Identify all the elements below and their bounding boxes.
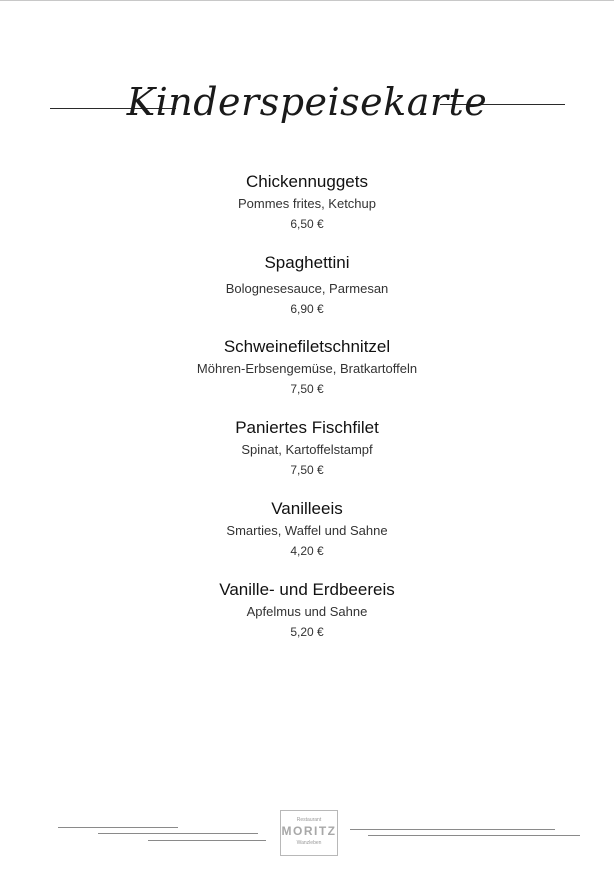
menu-item	[0, 335, 614, 416]
menu-item	[0, 497, 614, 578]
menu-item-price: 7,50 €	[290, 463, 324, 477]
footer-line	[148, 840, 266, 841]
menu-list	[0, 170, 614, 659]
logo-bottom-text: Wanzleben	[296, 840, 322, 846]
menu-item-name: Vanilleeis	[271, 499, 343, 518]
menu-item-name: Chickennuggets	[246, 172, 368, 191]
top-border	[0, 0, 614, 1]
menu-item	[0, 416, 614, 497]
footer-line	[368, 835, 580, 836]
menu-item-description: Apfelmus und Sahne	[246, 604, 368, 619]
logo-top-text: Restaurant	[296, 817, 322, 823]
menu-item-description: Pommes frites, Ketchup	[238, 196, 376, 211]
menu-item	[0, 251, 614, 335]
footer-line	[350, 829, 555, 830]
menu-item-description: Smarties, Waffel und Sahne	[226, 523, 388, 538]
restaurant-logo	[280, 810, 338, 856]
menu-item-price: 7,50 €	[290, 382, 324, 396]
footer-line	[98, 833, 258, 834]
menu-item	[0, 170, 614, 251]
page-title: Kinderspeisekarte	[126, 80, 488, 124]
logo-name: MORITZ	[281, 824, 337, 838]
menu-item-name: Paniertes Fischfilet	[235, 418, 379, 437]
menu-item-price: 4,20 €	[290, 544, 324, 558]
menu-item-price: 6,90 €	[290, 302, 324, 316]
menu-item-name: Schweinefiletschnitzel	[223, 337, 391, 356]
menu-item-price: 6,50 €	[290, 217, 324, 231]
footer-line	[58, 827, 178, 828]
menu-item-name: Spaghettini	[264, 253, 350, 272]
menu-item	[0, 578, 614, 659]
menu-item-description: Spinat, Kartoffelstampf	[241, 442, 373, 457]
menu-item-description: Bolognesesauce, Parmesan	[225, 281, 389, 296]
menu-item-price: 5,20 €	[290, 625, 324, 639]
menu-item-name: Vanille- und Erdbeereis	[219, 580, 395, 599]
menu-item-description: Möhren-Erbsengemüse, Bratkartoffeln	[196, 361, 418, 376]
